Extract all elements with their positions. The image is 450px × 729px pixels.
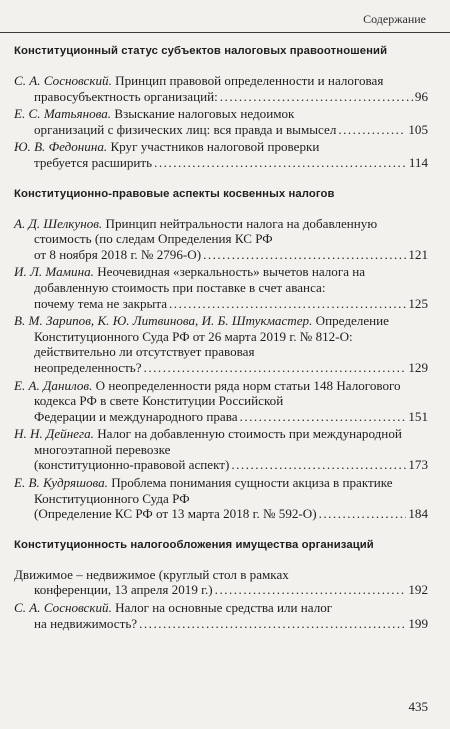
- entry-text: [14, 73, 428, 89]
- entry-page-number: 129: [408, 359, 428, 375]
- header-rule: [0, 32, 450, 33]
- dot-leader: [231, 457, 406, 473]
- entry-title-tail: на недвижимость?: [34, 615, 138, 631]
- entry-text: [14, 264, 428, 295]
- entry-text: [14, 216, 428, 247]
- entry-text: [14, 378, 428, 409]
- entry-last-line: [14, 247, 428, 263]
- toc-entry[interactable]: [14, 313, 428, 375]
- entry-page-number: 199: [408, 615, 428, 631]
- entry-title: Неочевидная «зеркальность» вычетов налога на добавленную стоимость при поставке в счет аванса:: [34, 264, 366, 295]
- toc-entry[interactable]: [14, 73, 428, 104]
- dot-leader: [203, 247, 406, 263]
- entry-title-tail: почему тема не закрыта: [34, 295, 168, 311]
- entry-page-number: 151: [408, 408, 428, 424]
- entry-title: Движимое – недвижимое (круглый стол в рамках: [14, 566, 289, 582]
- entry-last-line: [14, 616, 428, 632]
- dot-leader: [220, 89, 413, 105]
- entry-text: [14, 426, 428, 457]
- entry-title: Принцип правовой определенности и налоговая: [115, 73, 384, 88]
- entry-page-number: 173: [408, 457, 428, 473]
- toc-entry[interactable]: [14, 216, 428, 263]
- entry-page-number: 96: [414, 88, 428, 104]
- entry-last-line: [14, 122, 428, 138]
- entry-title-tail: требуется расширить: [34, 154, 153, 170]
- toc-entry[interactable]: [14, 139, 428, 170]
- section-title: Конституционно-правовые аспекты косвенных налогов: [14, 187, 335, 200]
- entry-title-tail: организаций с физических лиц: вся правда и вымысел: [34, 121, 337, 137]
- entry-page-number: 121: [408, 246, 428, 262]
- dot-leader: [144, 360, 407, 376]
- running-head: Содержание: [363, 12, 426, 26]
- entry-last-line: [14, 409, 428, 425]
- entry-title-tail: (Определение КС РФ от 13 марта 2018 г. № 592-О): [34, 506, 317, 522]
- entry-title: О неопределенности ряда норм статьи 148 Налогового кодекса РФ в свете Конституции Российской: [34, 377, 401, 409]
- entry-author: С. А. Сосновский.: [14, 73, 112, 88]
- entry-page-number: 105: [408, 121, 428, 137]
- entry-author: Н. Н. Дейнега.: [14, 426, 94, 442]
- entry-last-line: [14, 296, 428, 312]
- entry-title: Налог на основные средства или налог: [115, 600, 333, 616]
- entry-last-line: [14, 89, 428, 105]
- entry-author: Е. С. Матьянова.: [14, 106, 112, 122]
- entry-last-line: [14, 506, 428, 522]
- toc-entry[interactable]: [14, 600, 428, 631]
- toc-entry[interactable]: [14, 426, 428, 473]
- entry-text: [14, 313, 428, 360]
- entry-title: Налог на добавленную стоимость при международной многоэтапной перевозке: [34, 426, 402, 457]
- entry-author: С. А. Сосновский.: [14, 600, 112, 616]
- toc-section: [14, 538, 428, 631]
- entry-title-tail: неопределенность?: [34, 359, 142, 375]
- entry-last-line: [14, 155, 428, 171]
- section-title: Конституционность налогообложения имущества организаций: [14, 538, 374, 551]
- entry-page-number: 114: [408, 154, 428, 170]
- dot-leader: [338, 122, 406, 138]
- entry-text: [14, 600, 428, 616]
- entry-title: Проблема понимания сущности акциза в практике Конституционного Суда РФ: [34, 475, 393, 506]
- toc-entry[interactable]: [14, 378, 428, 425]
- toc-entry[interactable]: [14, 106, 428, 137]
- table-of-contents: [14, 44, 428, 647]
- dot-leader: [154, 155, 407, 171]
- entry-author: А. Д. Шелкунов.: [14, 215, 103, 231]
- entry-title-tail: правосубъектность организаций:: [34, 88, 218, 104]
- entry-author: Е. В. Кудряшова.: [14, 475, 108, 491]
- entry-last-line: [14, 457, 428, 473]
- toc-entry[interactable]: [14, 264, 428, 311]
- entry-title: Взыскание налоговых недоимок: [114, 106, 295, 122]
- entry-last-line: [14, 582, 428, 598]
- toc-section: [14, 44, 428, 171]
- dot-leader: [319, 506, 407, 522]
- section-title: Конституционный статус субъектов налоговых правоотношений: [14, 45, 388, 57]
- entry-page-number: 184: [408, 506, 428, 522]
- page-number: 435: [408, 699, 428, 714]
- entry-author: Ю. В. Федонина.: [14, 139, 108, 155]
- entry-title-tail: (конституционно-правовой аспект): [34, 457, 230, 473]
- entry-text: [14, 139, 428, 155]
- entry-title-tail: Федерации и международного права: [34, 408, 238, 424]
- dot-leader: [169, 296, 406, 312]
- entry-text: [14, 567, 428, 583]
- toc-entry[interactable]: [14, 567, 428, 598]
- entry-author: И. Л. Мамина.: [14, 264, 94, 280]
- entry-page-number: 125: [408, 295, 428, 311]
- entry-title: Круг участников налоговой проверки: [110, 139, 320, 155]
- entry-text: [14, 106, 428, 122]
- toc-section: [14, 187, 428, 522]
- entry-title-tail: от 8 ноября 2018 г. № 2796-О): [34, 246, 202, 262]
- dot-leader: [240, 409, 407, 425]
- entry-title-tail: конференции, 13 апреля 2019 г.): [34, 582, 213, 598]
- entry-title: Принцип нейтральности налога на добавленную стоимость (по следам Определения КС РФ: [34, 215, 378, 247]
- entry-page-number: 192: [408, 582, 428, 598]
- entry-last-line: [14, 360, 428, 376]
- dot-leader: [215, 582, 407, 598]
- toc-entry[interactable]: [14, 475, 428, 522]
- entry-title: Определение Конституционного Суда РФ от 26 марта 2019 г. № 812-О: действительно ли отсутствует правовая: [34, 313, 389, 360]
- entry-author: В. М. Зарипов, К. Ю. Литвинова, И. Б. Штукмастер.: [14, 313, 313, 329]
- entry-author: Е. А. Данилов.: [14, 377, 93, 393]
- dot-leader: [139, 616, 406, 632]
- entry-text: [14, 475, 428, 506]
